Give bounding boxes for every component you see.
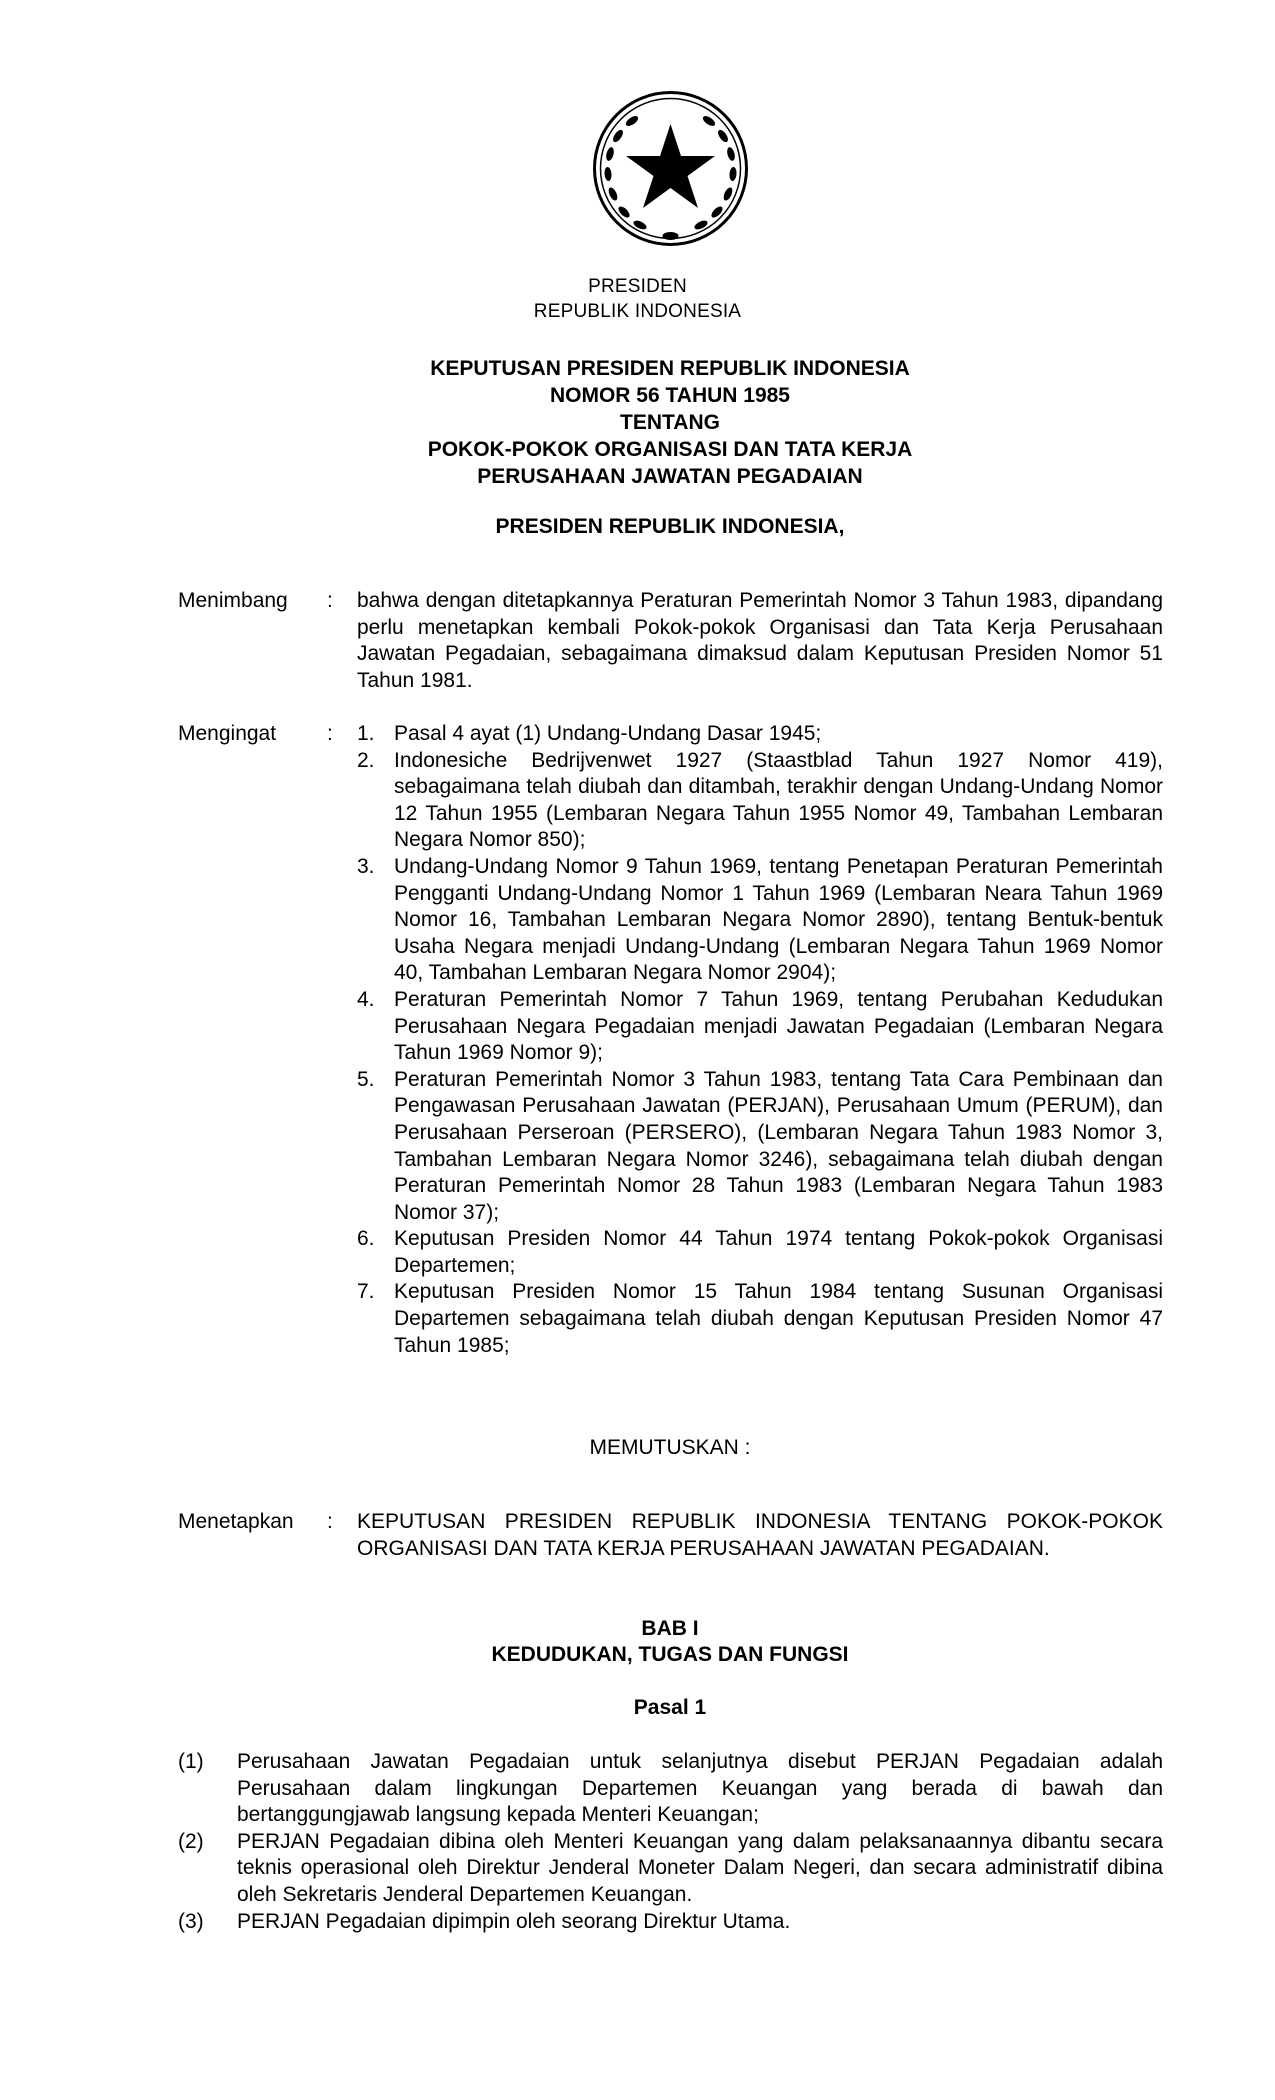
list-number: 1.: [357, 722, 375, 745]
list-text: PERJAN Pegadaian dibina oleh Menteri Keuangan yang dalam pelaksanaannya dibantu secara teknis operasional oleh Direktur Jenderal Moneter Dalam Negeri, dan secara administratif dibina oleh Sekretaris Jenderal Departemen Keuangan.: [237, 1829, 1163, 1906]
header-republik: REPUBLIK INDONESIA: [533, 301, 742, 322]
title-line-3: TENTANG: [620, 411, 720, 434]
pasal-title: Pasal 1: [633, 1696, 707, 1719]
title-line-4: POKOK-POKOK ORGANISASI DAN TATA KERJA: [427, 438, 913, 461]
list-item: [357, 721, 1163, 748]
menetapkan-text: [357, 1509, 1163, 1562]
pasal-list: [178, 1749, 1163, 1935]
list-number: (2): [178, 1829, 204, 1853]
list-text: Keputusan Presiden Nomor 15 Tahun 1984 tentang Susunan Organisasi Departemen sebagaimana telah diubah dengan Keputusan Presiden Nomor 47 Tahun 1985;: [394, 1280, 1163, 1357]
mengingat-list: [357, 721, 1163, 1359]
menimbang-paragraph: bahwa dengan ditetapkannya Peraturan Pemerintah Nomor 3 Tahun 1983, dipandang perlu menetapkan kembali Pokok-pokok Organisasi dan Tata Kerja Perusahaan Jawatan Pegadaian, sebagaimana dimaksud dalam Keputusan Presiden Nomor 51 Tahun 1981.: [357, 589, 1163, 692]
memutuskan-heading: MEMUTUSKAN :: [589, 1436, 751, 1459]
garuda-star-emblem-icon: [588, 86, 753, 251]
list-item: [357, 987, 1163, 1067]
menimbang-label: Menimbang: [178, 589, 288, 612]
list-text: Undang-Undang Nomor 9 Tahun 1969, tentang Penetapan Peraturan Pemerintah Pengganti Undang-Undang Nomor 1 Tahun 1969 (Lembaran Neara Tahun 1969 Nomor 16, Tambahan Lembaran Negara Nomor 2890), tentang Bentuk-bentuk Usaha Negara menjadi Undang-Undang (Lembaran Negara Tahun 1969 Nomor 40, Tambahan Lembaran Negara Nomor 2904);: [394, 854, 1163, 985]
list-number: 4.: [357, 987, 375, 1011]
list-item: [357, 1226, 1163, 1279]
title-line-1: KEPUTUSAN PRESIDEN REPUBLIK INDONESIA: [430, 357, 910, 380]
title-line-2: NOMOR 56 TAHUN 1985: [549, 384, 790, 407]
list-number: (1): [178, 1750, 204, 1773]
menimbang-colon: :: [327, 589, 333, 612]
list-text: Peraturan Pemerintah Nomor 7 Tahun 1969, tentang Perubahan Kedudukan Perusahaan Negara Pegadaian menjadi Jawatan Pegadaian (Lembaran Negara Tahun 1969 Nomor 9);: [394, 987, 1163, 1065]
list-text: Peraturan Pemerintah Nomor 3 Tahun 1983, tentang Tata Cara Pembinaan dan Pengawasan Perusahaan Jawatan (PERJAN), Perusahaan Umum (PERUM), dan Perusahaan Perseroan (PERSERO), (Lembaran Negara Tahun 1983 Nomor 3, Tambahan Lembaran Negara Nomor 3246), sebagaimana telah diubah dengan Peraturan Pemerintah Nomor 28 Tahun 1983 (Lembaran Negara Tahun 1983 Nomor 37);: [394, 1067, 1163, 1224]
bab-title: KEDUDUKAN, TUGAS DAN FUNGSI: [491, 1643, 849, 1666]
list-number: 3.: [357, 854, 375, 878]
menetapkan-paragraph: KEPUTUSAN PRESIDEN REPUBLIK INDONESIA TENTANG POKOK-POKOK ORGANISASI DAN TATA KERJA PERUSAHAAN JAWATAN PEGADAIAN.: [357, 1510, 1163, 1560]
mengingat-label: Mengingat: [178, 722, 277, 745]
list-number: 5.: [357, 1067, 375, 1091]
list-item: [357, 748, 1163, 854]
list-number: 2.: [357, 748, 375, 772]
list-number: (3): [178, 1909, 204, 1933]
list-item: [178, 1829, 1163, 1909]
bab-number: BAB I: [641, 1617, 699, 1640]
list-item: [178, 1909, 1163, 1936]
list-number: 7.: [357, 1280, 375, 1304]
menimbang-text: [357, 588, 1163, 694]
list-item: [357, 1067, 1163, 1227]
presiden-heading: PRESIDEN REPUBLIK INDONESIA,: [495, 515, 845, 538]
title-line-5: PERUSAHAAN JAWATAN PEGADAIAN: [477, 465, 863, 488]
list-text: Perusahaan Jawatan Pegadaian untuk selanjutnya disebut PERJAN Pegadaian adalah Perusahaan dalam lingkungan Departemen Keuangan yang berada di bawah dan bertanggungjawab langsung kepada Menteri Keuangan;: [237, 1750, 1163, 1827]
document-title: [0, 355, 1275, 490]
menetapkan-colon: :: [327, 1510, 333, 1533]
header-presiden: PRESIDEN: [588, 276, 687, 297]
mengingat-colon: :: [327, 722, 333, 745]
list-item: [178, 1749, 1163, 1829]
list-text: Keputusan Presiden Nomor 44 Tahun 1974 tentang Pokok-pokok Organisasi Departemen;: [394, 1227, 1163, 1277]
list-text: Indonesiche Bedrijvenwet 1927 (Staastblad Tahun 1927 Nomor 419), sebagaimana telah diubah dan ditambah, terakhir dengan Undang-Undang Nomor 12 Tahun 1955 (Lembaran Negara Tahun 1955 Nomor 49, Tambahan Lembaran Negara Nomor 850);: [394, 748, 1163, 852]
list-text: PERJAN Pegadaian dipimpin oleh seorang Direktur Utama.: [237, 1909, 791, 1933]
list-number: 6.: [357, 1227, 375, 1251]
list-item: [357, 854, 1163, 987]
list-item: [357, 1279, 1163, 1359]
menetapkan-label: Menetapkan: [178, 1510, 294, 1533]
list-text: Pasal 4 ayat (1) Undang-Undang Dasar 1945;: [394, 722, 822, 745]
